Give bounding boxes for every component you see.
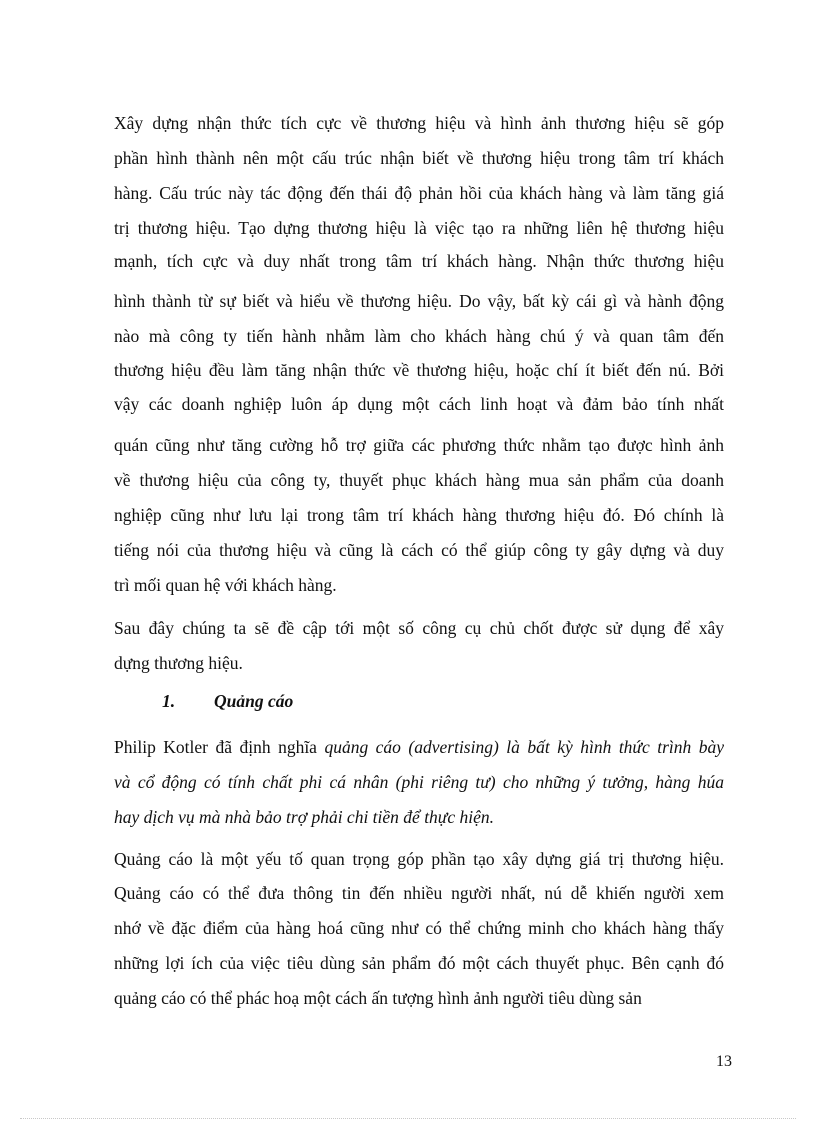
- page-bottom-divider: [20, 1118, 796, 1119]
- paragraph-2-line: Sau đây chúng ta sẽ đề cập tới một số công cụ chủ chốt được sử dụng để xây: [114, 618, 724, 638]
- paragraph-2-line: dựng thương hiệu.: [114, 653, 243, 673]
- paragraph-1-line: vậy các doanh nghiệp luôn áp dụng một cách linh hoạt và đảm bảo tính nhất: [114, 394, 724, 414]
- paragraph-1-line: thương hiệu đều làm tăng nhận thức về thương hiệu, hoặc chí ít biết đến nú. Bởi: [114, 360, 724, 380]
- paragraph-1-line: tiếng nói của thương hiệu và cũng là cách có thể giúp công ty gây dựng và duy: [114, 540, 724, 560]
- section-heading-title: Quảng cáo: [214, 691, 294, 711]
- paragraph-1-line: phần hình thành nên một cấu trúc nhận biết về thương hiệu trong tâm trí khách: [114, 148, 724, 168]
- paragraph-1-line: nghiệp cũng như lưu lại trong tâm trí khách hàng thương hiệu đó. Đó chính là: [114, 505, 724, 525]
- paragraph-1-line: quán cũng như tăng cường hỗ trợ giữa các phương thức nhằm tạo được hình ảnh: [114, 435, 724, 455]
- paragraph-3-line: hay dịch vụ mà nhà bảo trợ phải chi tiền để thực hiện.: [114, 807, 494, 827]
- paragraph-3-line: và cổ động có tính chất phi cá nhân (phi riêng tư) cho những ý tưởng, hàng húa: [114, 772, 724, 792]
- paragraph-1-line: trị thương hiệu. Tạo dựng thương hiệu là việc tạo ra những liên hệ thương hiệu: [114, 218, 724, 238]
- paragraph-3-line: [114, 736, 724, 758]
- page-number: 13: [716, 1053, 732, 1070]
- paragraph-1-line: nào mà công ty tiến hành nhằm làm cho khách hàng chú ý và quan tâm đến: [114, 326, 724, 346]
- section-heading-number: 1.: [162, 691, 176, 711]
- paragraph-4-line: quảng cáo có thể phác hoạ một cách ấn tượng hình ảnh người tiêu dùng sản: [114, 988, 642, 1008]
- paragraph-4-line: Quảng cáo có thể đưa thông tin đến nhiều người nhất, nú dễ khiến người xem: [114, 883, 724, 903]
- paragraph-4-line: nhớ về đặc điểm của hàng hoá cũng như có thể chứng minh cho khách hàng thấy: [114, 918, 724, 938]
- paragraph-4-line: những lợi ích của việc tiêu dùng sản phẩm đó một cách thuyết phục. Bên cạnh đó: [114, 953, 724, 973]
- paragraph-1-line: hình thành từ sự biết và hiểu về thương hiệu. Do vậy, bất kỳ cái gì và hành động: [114, 291, 724, 311]
- paragraph-1-line: trì mối quan hệ với khách hàng.: [114, 575, 337, 595]
- paragraph-1-line: hàng. Cấu trúc này tác động đến thái độ phản hồi của khách hàng và làm tăng giá: [114, 183, 724, 203]
- paragraph-1-line: mạnh, tích cực và duy nhất trong tâm trí khách hàng. Nhận thức thương hiệu: [114, 251, 724, 271]
- paragraph-3-definition-text: quảng cáo (advertising) là bất kỳ hình thức trình bày: [324, 737, 724, 757]
- paragraph-4-line: Quảng cáo là một yếu tố quan trọng góp phần tạo xây dựng giá trị thương hiệu.: [114, 849, 724, 869]
- paragraph-1-line: về thương hiệu của công ty, thuyết phục khách hàng mua sản phẩm của doanh: [114, 470, 724, 490]
- paragraph-1-line: Xây dựng nhận thức tích cực về thương hiệu và hình ảnh thương hiệu sẽ góp: [114, 113, 724, 133]
- paragraph-3-plain-text: Philip Kotler đã định nghĩa: [114, 737, 325, 757]
